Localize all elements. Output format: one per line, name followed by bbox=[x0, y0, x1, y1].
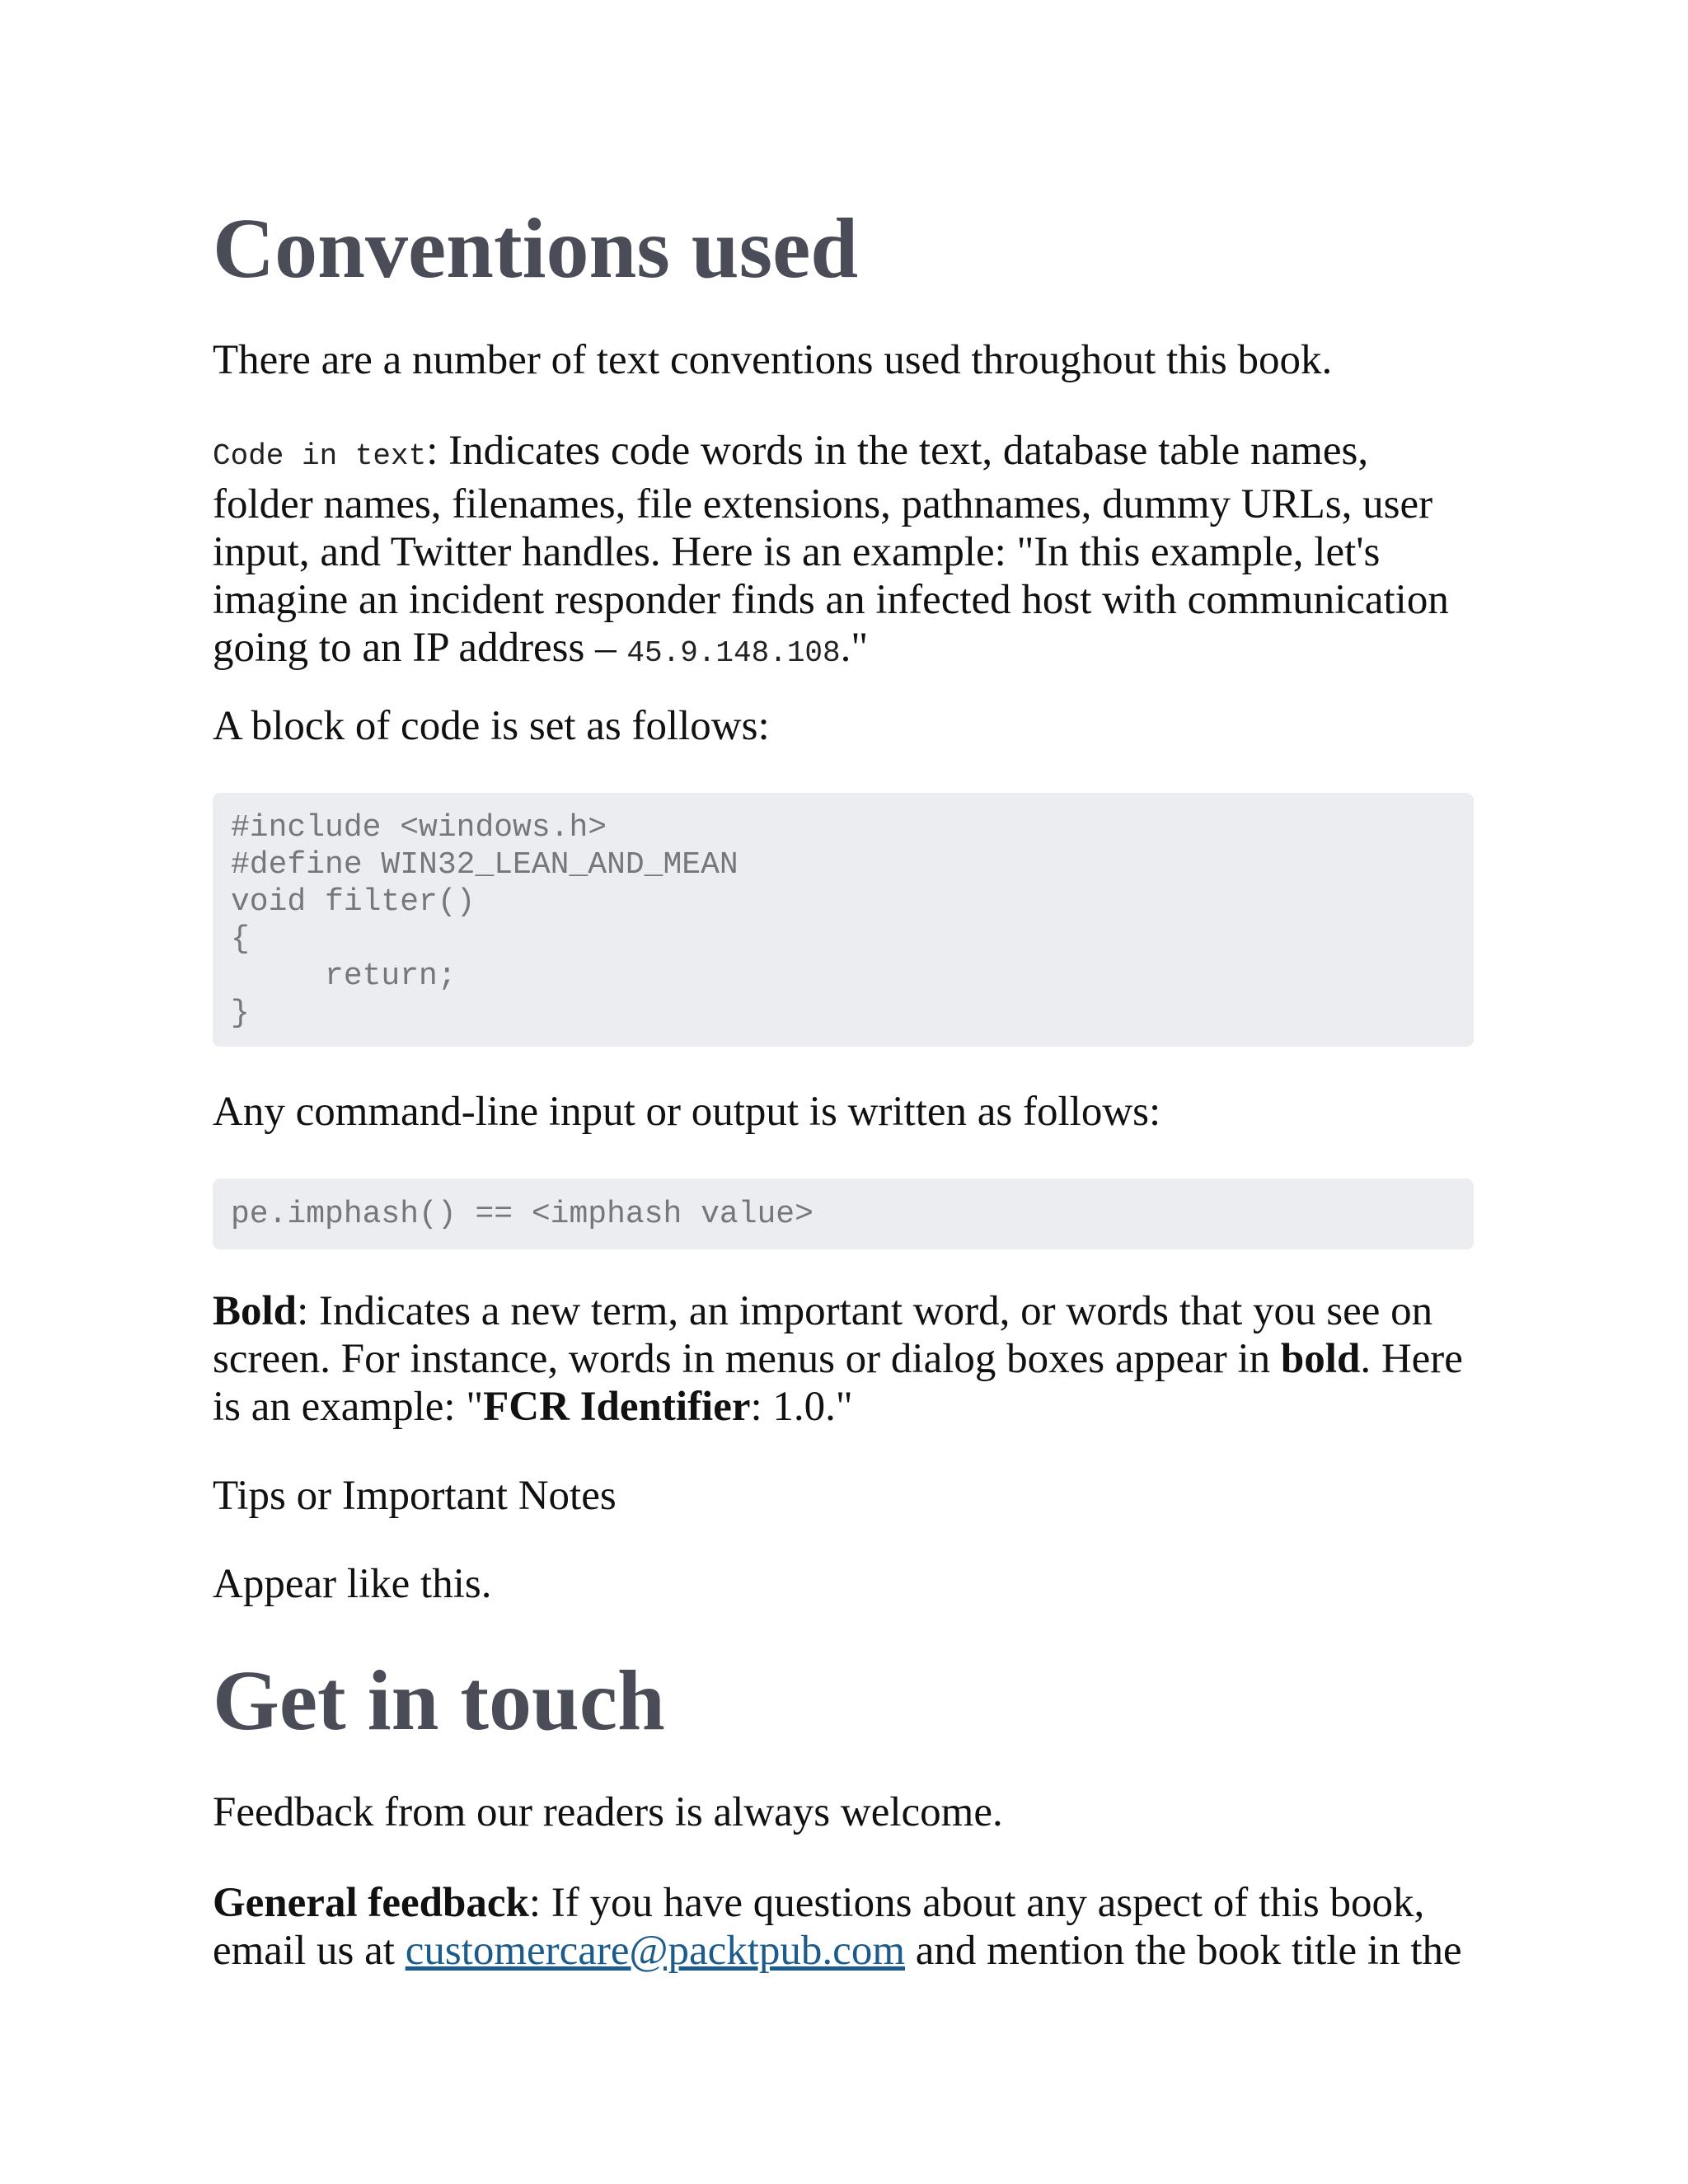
code-in-text-paragraph bbox=[213, 427, 1479, 677]
get-in-touch-heading: Get in touch bbox=[213, 1653, 665, 1748]
conventions-heading: Conventions used bbox=[213, 201, 859, 296]
command-line-block: pe.imphash() == <imphash value> bbox=[213, 1179, 1474, 1249]
bold-desc-1: : Indicates a new term, an important word, or words that you see on screen. For instance, words in menus or dialog boxes appear in bbox=[213, 1288, 1433, 1382]
bold-example: FCR Identifier bbox=[483, 1384, 751, 1430]
general-feedback-desc-1: : If you have questions about any aspect of this book, email us at bbox=[213, 1880, 1425, 1974]
command-line-intro: Any command-line input or output is written as follows: bbox=[213, 1089, 1161, 1135]
code-in-text-end: ." bbox=[840, 625, 869, 671]
bold-word: bold bbox=[1280, 1336, 1361, 1382]
customercare-email-link[interactable]: customercare@packtpub.com bbox=[405, 1928, 905, 1974]
conventions-intro: There are a number of text conventions used throughout this book. bbox=[213, 337, 1333, 383]
bold-term: Bold bbox=[213, 1288, 298, 1334]
general-feedback-paragraph bbox=[213, 1879, 1479, 1975]
tips-body: Appear like this. bbox=[213, 1561, 492, 1607]
bold-desc-3: : 1.0." bbox=[750, 1384, 853, 1430]
code-in-text-term: Code in text bbox=[213, 439, 427, 473]
tips-title: Tips or Important Notes bbox=[213, 1473, 617, 1519]
code-block-intro: A block of code is set as follows: bbox=[213, 703, 770, 749]
general-feedback-desc-2: and mention the book title in the bbox=[905, 1928, 1462, 1974]
ip-address-code: 45.9.148.108 bbox=[626, 636, 841, 670]
code-in-text-desc: : Indicates code words in the text, database table names, folder names, filenames, file extensions, pathnames, dummy URLs, user input, and Twitter handles. Here is an example: "In this example, let's imagine an incident responder finds an infected host with communication going to an IP address – bbox=[213, 428, 1449, 671]
bold-desc-2: . Here is an example: " bbox=[213, 1336, 1463, 1430]
feedback-intro: Feedback from our readers is always welcome. bbox=[213, 1789, 1003, 1835]
general-feedback-term: General feedback bbox=[213, 1880, 529, 1926]
bold-paragraph bbox=[213, 1287, 1479, 1431]
code-block: #include <windows.h> #define WIN32_LEAN_AND_MEAN void filter() { return; } bbox=[213, 793, 1474, 1047]
